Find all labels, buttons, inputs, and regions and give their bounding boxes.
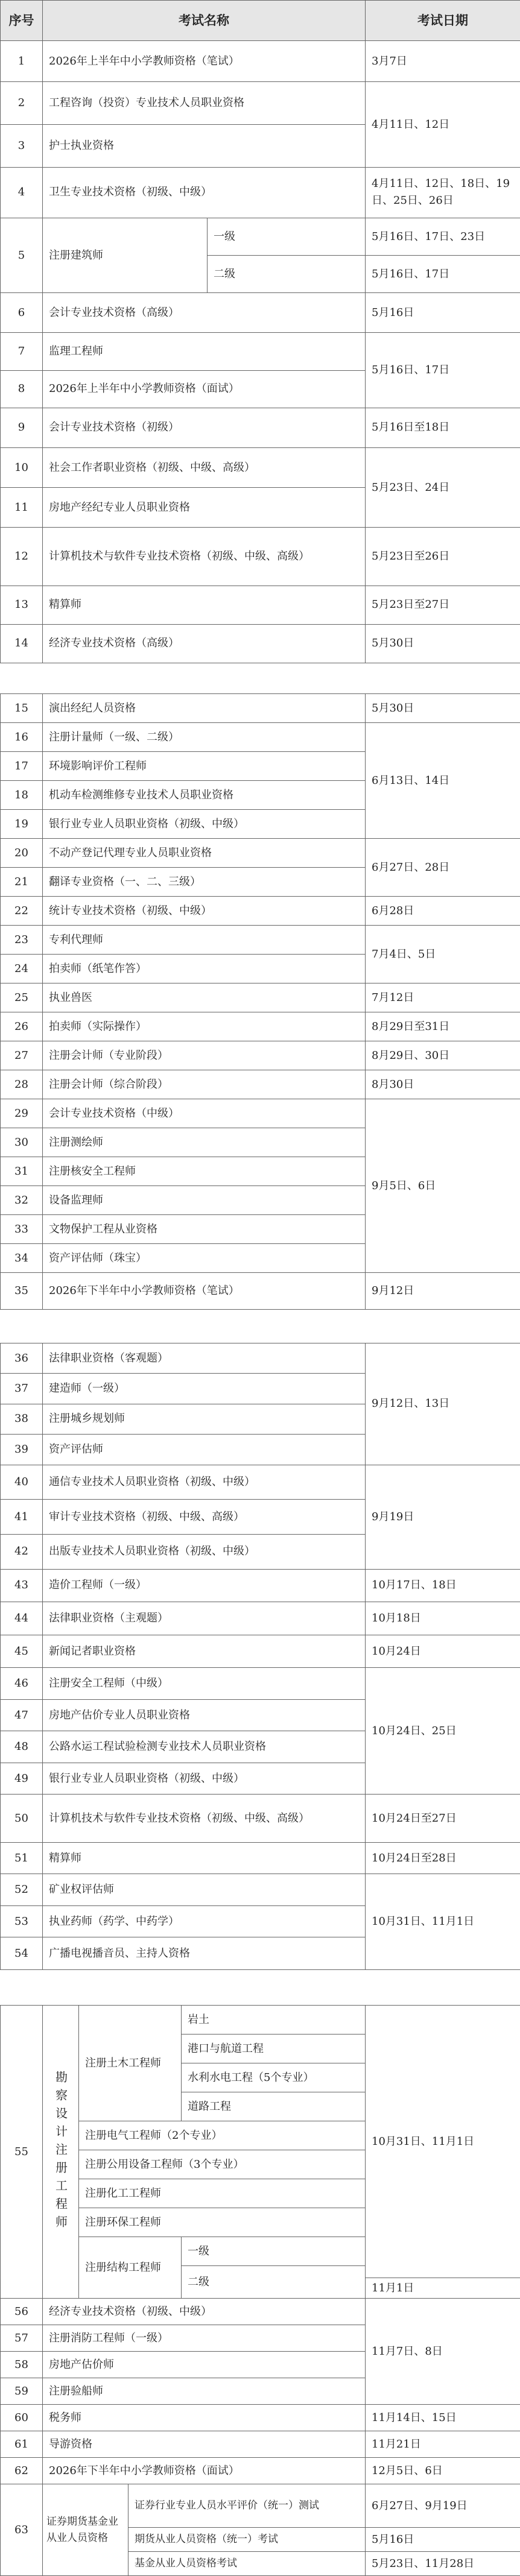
table-row xyxy=(1,1273,520,1310)
table-row xyxy=(1,1099,520,1128)
row-number-cell: 7 xyxy=(1,333,43,370)
row-number-cell: 50 xyxy=(1,1795,43,1843)
exam-name-cell: 资产评估师（珠宝） xyxy=(43,1244,366,1273)
exam-name-cell: 注册会计师（综合阶段） xyxy=(43,1070,366,1099)
row-number-cell: 61 xyxy=(1,2431,43,2458)
exam-name-cell: 二级 xyxy=(208,256,366,293)
exam-name-cell: 注册计量师（一级、二级） xyxy=(43,723,366,752)
table-row xyxy=(1,723,520,752)
exam-name-cell: 精算师 xyxy=(43,586,366,624)
row-number-cell: 34 xyxy=(1,1244,43,1273)
exam-date-cell: 5月16日至18日 xyxy=(366,408,520,447)
table-row xyxy=(1,1070,520,1099)
exam-name-cell: 环境影响评价工程师 xyxy=(43,752,366,781)
table-row xyxy=(1,1012,520,1041)
exam-name-cell: 护士执业资格 xyxy=(43,124,366,167)
group-label-structural-engineer: 注册结构工程师 xyxy=(79,2237,182,2299)
exam-date-cell: 5月30日 xyxy=(366,694,520,723)
exam-date-cell: 9月5日、6日 xyxy=(366,1099,520,1273)
header-date: 考试日期 xyxy=(366,1,520,41)
exam-table-section-1 xyxy=(0,0,520,663)
row-number-cell: 49 xyxy=(1,1763,43,1794)
row-number-cell: 9 xyxy=(1,408,43,447)
row-number-cell: 28 xyxy=(1,1070,43,1099)
exam-date-cell: 7月12日 xyxy=(366,983,520,1012)
exam-date-cell: 5月16日 xyxy=(366,293,520,333)
exam-date-cell: 10月24日至28日 xyxy=(366,1842,520,1874)
table-row xyxy=(1,2006,520,2035)
row-number-cell: 5 xyxy=(1,218,43,292)
table-row xyxy=(1,82,520,124)
exam-date-cell: 12月5日、6日 xyxy=(366,2458,520,2484)
exam-name-cell: 注册环保工程师 xyxy=(79,2208,366,2237)
row-number-cell: 1 xyxy=(1,41,43,82)
table-row xyxy=(1,41,520,82)
row-number-cell: 53 xyxy=(1,1905,43,1937)
exam-date-cell: 10月24日、25日 xyxy=(366,1668,520,1795)
header-name: 考试名称 xyxy=(43,1,366,41)
exam-date-cell: 6月27日、9月19日 xyxy=(366,2484,520,2528)
row-number-cell: 2 xyxy=(1,82,43,124)
exam-date-cell: 6月27日、28日 xyxy=(366,839,520,897)
exam-name-cell: 会计专业技术资格（初级） xyxy=(43,408,366,447)
exam-name-cell: 通信专业技术人员职业资格（初级、中级） xyxy=(43,1465,366,1500)
exam-name-cell: 会计专业技术资格（中级） xyxy=(43,1099,366,1128)
exam-name-cell: 演出经纪人员资格 xyxy=(43,694,366,723)
row-number-cell: 19 xyxy=(1,810,43,839)
group-label-survey-design-engineer: 勘察设计注册工程师 xyxy=(52,2071,69,2233)
exam-date-cell: 3月7日 xyxy=(366,41,520,82)
row-number-cell: 62 xyxy=(1,2458,43,2484)
row-number-cell: 55 xyxy=(1,2006,43,2299)
row-number-cell: 31 xyxy=(1,1157,43,1186)
group-label-civil-engineer: 注册土木工程师 xyxy=(79,2006,182,2121)
exam-date-cell: 9月12日 xyxy=(366,1273,520,1310)
exam-date-cell: 5月16日、17日 xyxy=(366,256,520,293)
exam-date-cell: 5月23日、24日 xyxy=(366,447,520,527)
row-number-cell: 10 xyxy=(1,447,43,487)
row-number-cell: 30 xyxy=(1,1128,43,1157)
exam-name-cell: 注册会计师（专业阶段） xyxy=(43,1041,366,1070)
row-number-cell: 29 xyxy=(1,1099,43,1128)
exam-name-cell: 拍卖师（纸笔作答） xyxy=(43,955,366,983)
exam-name-cell: 广播电视播音员、主持人资格 xyxy=(43,1937,366,1970)
table-row xyxy=(1,839,520,868)
row-number-cell: 58 xyxy=(1,2352,43,2378)
exam-date-cell: 5月23日至27日 xyxy=(366,586,520,624)
table-row xyxy=(1,333,520,370)
row-number-cell: 23 xyxy=(1,926,43,955)
exam-name-cell: 造价工程师（一级） xyxy=(43,1569,366,1602)
table-row xyxy=(1,408,520,447)
exam-name-cell: 经济专业技术资格（初级、中级） xyxy=(43,2299,366,2325)
row-number-cell: 52 xyxy=(1,1874,43,1905)
row-number-cell: 37 xyxy=(1,1374,43,1404)
exam-name-cell: 社会工作者职业资格（初级、中级、高级） xyxy=(43,447,366,487)
exam-name-cell: 法律职业资格（主观题） xyxy=(43,1602,366,1635)
exam-name-cell: 执业兽医 xyxy=(43,983,366,1012)
exam-name-cell: 房地产估价师 xyxy=(43,2352,366,2378)
row-number-cell: 41 xyxy=(1,1500,43,1535)
exam-name-cell: 房地产估价专业人员职业资格 xyxy=(43,1699,366,1731)
row-number-cell: 8 xyxy=(1,370,43,408)
group-label-securities-futures-fund: 证券期货基金业从业人员资格 xyxy=(43,2484,128,2576)
exam-name-cell: 岩土 xyxy=(182,2006,366,2035)
exam-name-cell: 经济专业技术资格（高级） xyxy=(43,624,366,663)
row-number-cell: 60 xyxy=(1,2405,43,2431)
row-number-cell: 47 xyxy=(1,1699,43,1731)
exam-date-cell: 11月7日、8日 xyxy=(366,2299,520,2405)
row-number-cell: 38 xyxy=(1,1404,43,1434)
row-number-cell: 13 xyxy=(1,586,43,624)
exam-name-cell: 二级 xyxy=(182,2266,366,2299)
exam-name-cell: 银行业专业人员职业资格（初级、中级） xyxy=(43,1763,366,1794)
table-row xyxy=(1,293,520,333)
exam-date-cell: 10月24日至27日 xyxy=(366,1795,520,1843)
row-number-cell: 43 xyxy=(1,1569,43,1602)
exam-name-cell: 注册城乡规划师 xyxy=(43,1404,366,1434)
exam-name-cell: 计算机技术与软件专业技术资格（初级、中级、高级） xyxy=(43,1795,366,1843)
exam-name-cell: 一级 xyxy=(208,218,366,255)
table-row xyxy=(1,983,520,1012)
exam-date-cell: 10月31日、11月1日 xyxy=(366,1874,520,1970)
table-row xyxy=(1,586,520,624)
row-number-cell: 15 xyxy=(1,694,43,723)
row-number-cell: 6 xyxy=(1,293,43,333)
row-number-cell: 21 xyxy=(1,868,43,897)
row-number-cell: 54 xyxy=(1,1937,43,1970)
row-number-cell: 3 xyxy=(1,124,43,167)
exam-name-cell: 证券行业专业人员水平评价（统一）测试 xyxy=(128,2484,366,2528)
exam-date-cell: 5月16日、17日 xyxy=(366,333,520,408)
table-row xyxy=(1,1465,520,1500)
exam-name-cell: 统计专业技术资格（初级、中级） xyxy=(43,897,366,926)
exam-name-cell: 注册公用设备工程师（3个专业） xyxy=(79,2150,366,2179)
table-row xyxy=(1,1635,520,1668)
exam-name-cell: 注册消防工程师（一级） xyxy=(43,2325,366,2352)
exam-date-cell: 8月30日 xyxy=(366,1070,520,1099)
exam-date-cell: 5月16日 xyxy=(366,2528,520,2552)
exam-name-cell: 公路水运工程试验检测专业技术人员职业资格 xyxy=(43,1731,366,1763)
row-number-cell: 32 xyxy=(1,1186,43,1215)
exam-name-cell: 资产评估师 xyxy=(43,1435,366,1465)
exam-name-cell: 拍卖师（实际操作） xyxy=(43,1012,366,1041)
row-number-cell: 20 xyxy=(1,839,43,868)
exam-date-cell: 6月13日、14日 xyxy=(366,723,520,839)
exam-date-cell: 10月24日 xyxy=(366,1635,520,1668)
exam-name-cell: 不动产登记代理专业人员职业资格 xyxy=(43,839,366,868)
row-number-cell: 36 xyxy=(1,1343,43,1374)
exam-name-cell: 基金从业人员资格考试 xyxy=(128,2552,366,2576)
table-row xyxy=(1,167,520,218)
exam-name-cell: 出版专业技术人员职业资格（初级、中级） xyxy=(43,1534,366,1569)
exam-date-cell: 11月21日 xyxy=(366,2431,520,2458)
row-number-cell: 14 xyxy=(1,624,43,663)
row-number-cell: 63 xyxy=(1,2484,43,2576)
row-number-cell: 44 xyxy=(1,1602,43,1635)
row-number-cell: 24 xyxy=(1,955,43,983)
exam-name-cell: 监理工程师 xyxy=(43,333,366,370)
exam-table-section-4 xyxy=(0,2005,520,2576)
exam-date-cell: 8月29日、30日 xyxy=(366,1041,520,1070)
exam-name-cell: 建造师（一级） xyxy=(43,1374,366,1404)
exam-name-cell: 注册电气工程师（2个专业） xyxy=(79,2121,366,2150)
exam-name-cell: 工程咨询（投资）专业技术人员职业资格 xyxy=(43,82,366,124)
row-number-cell: 16 xyxy=(1,723,43,752)
row-number-cell: 4 xyxy=(1,167,43,218)
exam-name-cell: 注册化工工程师 xyxy=(79,2179,366,2208)
exam-name-cell: 税务师 xyxy=(43,2405,366,2431)
exam-name-cell: 2026年上半年中小学教师资格（面试） xyxy=(43,370,366,408)
table-row xyxy=(1,2484,520,2528)
exam-name-cell: 计算机技术与软件专业技术资格（初级、中级、高级） xyxy=(43,528,366,586)
exam-date-cell: 8月29日至31日 xyxy=(366,1012,520,1041)
exam-name-cell: 水利水电工程（5个专业） xyxy=(182,2063,366,2092)
exam-name-cell: 注册核安全工程师 xyxy=(43,1157,366,1186)
exam-name-cell: 注册测绘师 xyxy=(43,1128,366,1157)
row-number-cell: 35 xyxy=(1,1273,43,1310)
row-number-cell: 12 xyxy=(1,528,43,586)
exam-name-cell: 2026年下半年中小学教师资格（面试） xyxy=(43,2458,366,2484)
exam-name-cell: 会计专业技术资格（高级） xyxy=(43,293,366,333)
table-row xyxy=(1,218,520,255)
exam-name-cell: 注册建筑师 xyxy=(43,218,208,292)
row-number-cell: 25 xyxy=(1,983,43,1012)
row-number-cell: 26 xyxy=(1,1012,43,1041)
exam-name-cell: 翻译专业资格（一、二、三级） xyxy=(43,868,366,897)
exam-date-cell: 5月16日、17日、23日 xyxy=(366,218,520,255)
exam-table-section-2 xyxy=(0,693,520,1310)
exam-name-cell: 注册验船师 xyxy=(43,2378,366,2405)
row-number-cell: 33 xyxy=(1,1215,43,1244)
table-row xyxy=(1,2458,520,2484)
table-row xyxy=(1,1842,520,1874)
exam-name-cell: 2026年上半年中小学教师资格（笔试） xyxy=(43,41,366,82)
exam-date-cell: 11月1日 xyxy=(366,2278,520,2299)
table-row xyxy=(1,447,520,487)
row-number-cell: 17 xyxy=(1,752,43,781)
exam-name-cell: 港口与航道工程 xyxy=(182,2035,366,2063)
exam-name-cell: 新闻记者职业资格 xyxy=(43,1635,366,1668)
row-number-cell: 40 xyxy=(1,1465,43,1500)
exam-name-cell: 房地产经纪专业人员职业资格 xyxy=(43,488,366,528)
exam-name-cell: 设备监理师 xyxy=(43,1186,366,1215)
exam-date-cell: 10月31日、11月1日 xyxy=(366,2006,520,2278)
exam-date-cell: 5月23日、11月28日 xyxy=(366,2552,520,2576)
header-no: 序号 xyxy=(1,1,43,41)
exam-table-section-3 xyxy=(0,1343,520,1970)
table-row xyxy=(1,1668,520,1699)
exam-date-cell: 5月23日至26日 xyxy=(366,528,520,586)
exam-name-cell: 执业药师（药学、中药学） xyxy=(43,1905,366,1937)
exam-name-cell: 导游资格 xyxy=(43,2431,366,2458)
row-number-cell: 57 xyxy=(1,2325,43,2352)
table-row xyxy=(1,1602,520,1635)
table-row xyxy=(1,2431,520,2458)
row-number-cell: 39 xyxy=(1,1435,43,1465)
table-row xyxy=(1,897,520,926)
exam-date-cell: 6月28日 xyxy=(366,897,520,926)
table-row xyxy=(1,694,520,723)
table-row xyxy=(1,624,520,663)
table-row xyxy=(1,1874,520,1905)
exam-name-cell: 一级 xyxy=(182,2237,366,2266)
row-number-cell: 48 xyxy=(1,1731,43,1763)
exam-name-cell: 注册安全工程师（中级） xyxy=(43,1668,366,1699)
row-number-cell: 45 xyxy=(1,1635,43,1668)
exam-name-cell: 2026年下半年中小学教师资格（笔试） xyxy=(43,1273,366,1310)
row-number-cell: 22 xyxy=(1,897,43,926)
row-number-cell: 46 xyxy=(1,1668,43,1699)
table-header-row xyxy=(1,1,520,41)
exam-name-cell: 精算师 xyxy=(43,1842,366,1874)
exam-name-cell: 文物保护工程从业资格 xyxy=(43,1215,366,1244)
table-row xyxy=(1,1041,520,1070)
row-number-cell: 56 xyxy=(1,2299,43,2325)
exam-name-cell: 法律职业资格（客观题） xyxy=(43,1343,366,1374)
table-row xyxy=(1,1795,520,1843)
exam-name-cell: 银行业专业人员职业资格（初级、中级） xyxy=(43,810,366,839)
exam-date-cell: 10月18日 xyxy=(366,1602,520,1635)
row-number-cell: 27 xyxy=(1,1041,43,1070)
table-row xyxy=(1,2299,520,2325)
row-number-cell: 18 xyxy=(1,781,43,810)
row-number-cell: 42 xyxy=(1,1534,43,1569)
exam-date-cell: 9月12日、13日 xyxy=(366,1343,520,1465)
exam-date-cell: 11月14日、15日 xyxy=(366,2405,520,2431)
exam-name-cell: 道路工程 xyxy=(182,2092,366,2121)
exam-date-cell: 5月30日 xyxy=(366,624,520,663)
exam-date-cell: 4月11日、12日 xyxy=(366,82,520,167)
exam-date-cell: 9月19日 xyxy=(366,1465,520,1569)
row-number-cell: 11 xyxy=(1,488,43,528)
row-number-cell: 59 xyxy=(1,2378,43,2405)
exam-name-cell: 审计专业技术资格（初级、中级、高级） xyxy=(43,1500,366,1535)
exam-date-cell: 10月17日、18日 xyxy=(366,1569,520,1602)
exam-date-cell: 7月4日、5日 xyxy=(366,926,520,983)
table-row xyxy=(1,2405,520,2431)
row-number-cell: 51 xyxy=(1,1842,43,1874)
table-row xyxy=(1,1343,520,1374)
exam-name-cell: 机动车检测维修专业技术人员职业资格 xyxy=(43,781,366,810)
table-row xyxy=(1,528,520,586)
table-row xyxy=(1,926,520,955)
exam-name-cell: 矿业权评估师 xyxy=(43,1874,366,1905)
exam-name-cell: 卫生专业技术资格（初级、中级） xyxy=(43,167,366,218)
table-row xyxy=(1,1569,520,1602)
exam-date-cell: 4月11日、12日、18日、19日、25日、26日 xyxy=(366,167,520,218)
exam-name-cell: 专利代理师 xyxy=(43,926,366,955)
exam-name-cell: 期货从业人员资格（统一）考试 xyxy=(128,2528,366,2552)
